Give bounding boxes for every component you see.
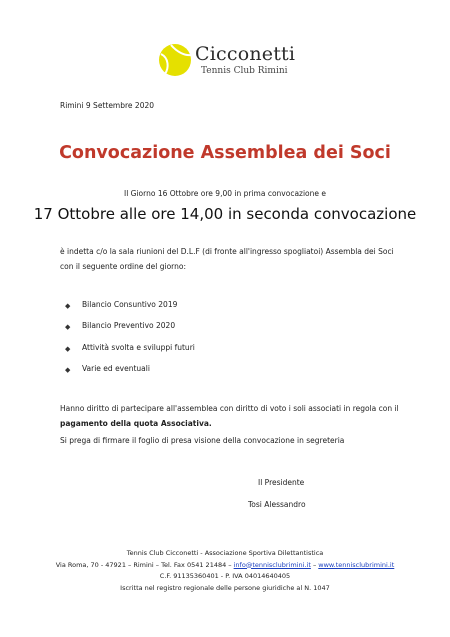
agenda-item [60,300,195,321]
tennis-ball-icon [157,42,193,78]
agenda-list [60,300,195,385]
agenda-item-label: Bilancio Consuntivo 2019 [82,300,178,309]
letterhead-footer [0,548,450,594]
footer-tax-ids: C.F. 91135360401 - P. IVA 04014640405 [159,572,291,580]
diamond-bullet-icon: ◆ [65,323,71,332]
logo-name: Cicconetti [195,43,296,65]
footer-email-link[interactable]: info@tennisclubrimini.it [233,560,311,569]
voting-rights-bold: pagamento della quota Associativa. [60,418,212,428]
footer-registry: Iscritta nel registro regionale delle persone giuridiche al N. 1047 [120,583,330,592]
second-call-heading: 17 Ottobre alle ore 14,00 in seconda convocazione [33,205,417,223]
footer-website-link[interactable]: www.tennisclubrimini.it [318,560,395,569]
club-logo [157,40,317,82]
document-title: Convocazione Assemblea dei Soci [59,143,391,163]
diamond-bullet-icon: ◆ [65,344,71,353]
agenda-item [60,343,195,364]
logo-subtitle: Tennis Club Rimini [201,66,288,76]
footer-address: Via Roma, 70 - 47921 – Rimini – Tel. Fax 0541 21484 – [55,560,234,569]
footer-contacts [0,560,450,572]
agenda-item [60,321,195,342]
voting-rights-text: Hanno diritto di partecipare all'assemblea con diritto di voto i soli associati in regola con il [60,404,399,413]
footer-separator: – [310,560,319,569]
footer-club-name: Tennis Club Cicconetti - Associazione Sportiva Dilettantistica [126,549,324,557]
voting-rights-paragraph [60,402,400,431]
agenda-item-label: Bilancio Preventivo 2020 [82,321,176,331]
agenda-item-label: Varie ed eventuali [82,363,150,373]
diamond-bullet-icon: ◆ [65,365,71,374]
signature-role: Il Presidente [258,478,305,487]
intro-paragraph: è indetta c/o la sala riunioni del D.L.F (di fronte all'ingresso spogliatoi) Assembla dei Soci con il seguente ordine del giorno: [60,247,394,271]
first-call-text: Il Giorno 16 Ottobre ore 9,00 in prima convocazione e [123,189,327,198]
agenda-item-label: Attività svolta e sviluppi futuri [82,342,195,352]
signature-request: Si prega di firmare il foglio di presa visione della convocazione in segreteria [60,436,345,445]
letter-date: Rimini 9 Settembre 2020 [60,101,155,110]
diamond-bullet-icon: ◆ [65,302,71,310]
signature-name: Tosi Alessandro [248,500,306,509]
agenda-item [60,364,195,385]
